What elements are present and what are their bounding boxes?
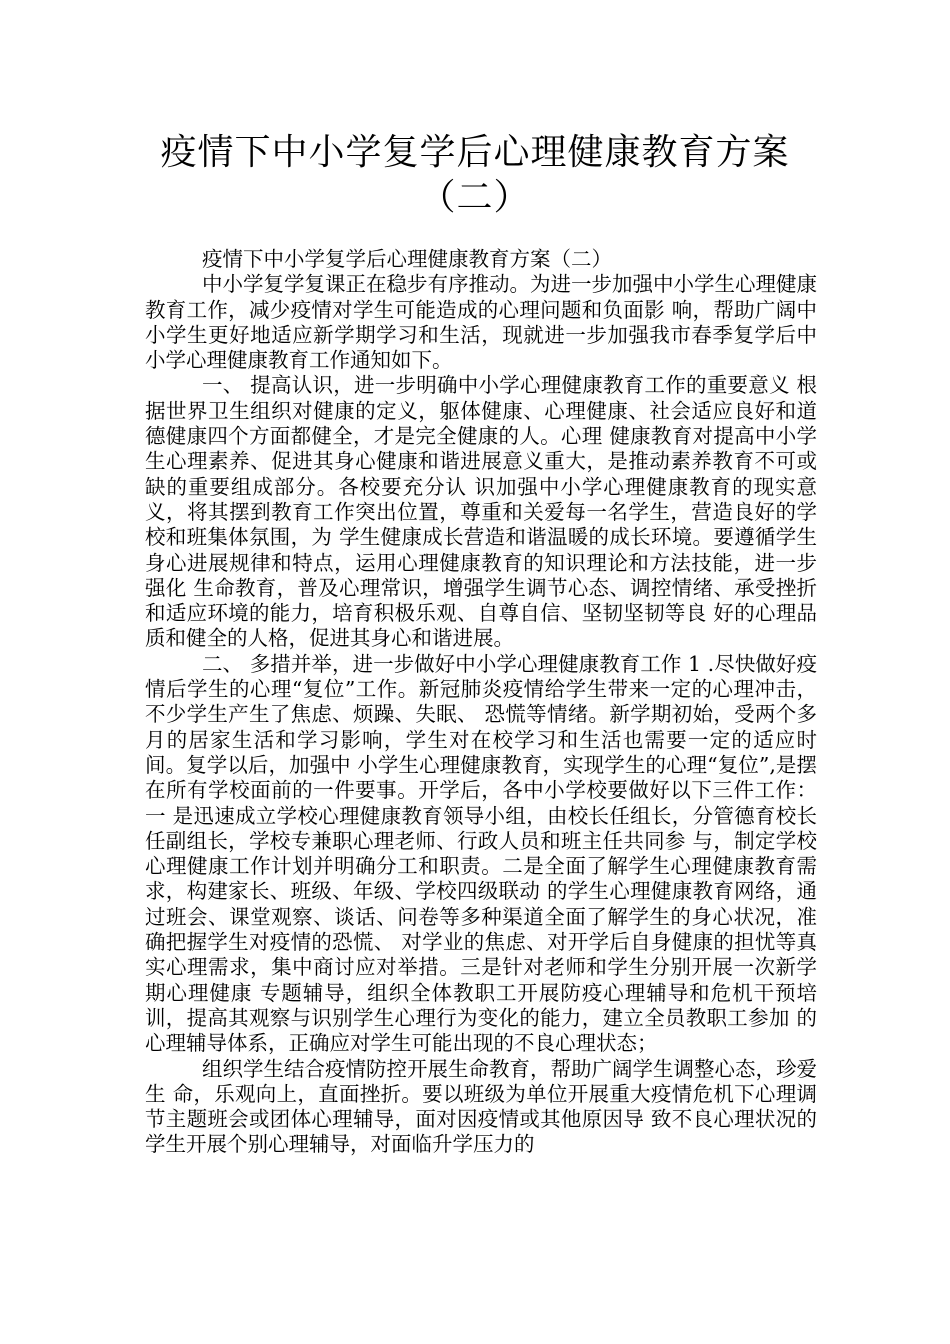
paragraph-section-2: 二、 多措并举，进一步做好中小学心理健康教育工作 1 .尽快做好疫情后学生的心理“复位”工作。新冠肺炎疫情给学生带来一定的心理冲击，不少学生产生了焦虑、烦躁、失眠、 恐慌等情绪。新学期初始，受两个多月的居家生活和学习影响，学生对在校学习和生活也需要一定的适应时间。复学以后，加强中 小学生心理健康教育，实现学生的心理“复位”,是摆在所有学校面前的一件要事。开学后，各中小学校要做好以下三件工作：一 是迅速成立学校心理健康教育领导小组，由校长任组长，分管德育校长任副组长，学校专兼职心理老师、行政人员和班主任共同参 与，制定学校心理健康工作计划并明确分工和职责。二是全面了解学生心理健康教育需求，构建家长、班级、年级、学校四级联动 的学生心理健康教育网络，通过班会、课堂观察、谈话、问卷等多种渠道全面了解学生的身心状况，准确把握学生对疫情的恐慌、 对学业的焦虑、对开学后自身健康的担忧等真实心理需求，集中商讨应对举措。三是针对老师和学生分别开展一次新学期心理健康 专题辅导，组织全体教职工开展防疫心理辅导和危机干预培训，提高其观察与识别学生心理行为变化的能力，建立全员教职工参加 的心理辅导体系，正确应对学生可能出现的不良心理状态；: [145, 651, 817, 1056]
document-body: [145, 247, 817, 1158]
paragraph-heading: 疫情下中小学复学后心理健康教育方案（二）: [202, 247, 612, 271]
paragraph-intro: 中小学复学复课正在稳步有序推动。为进一步加强中小学生心理健康教育工作，减少疫情对学生可能造成的心理问题和负面影 响，帮助广阔中小学生更好地适应新学期学习和生活，现就进一步加强我市春季复学后中小学心理健康教育工作通知如下。: [145, 272, 817, 373]
paragraph-life-education: 组织学生结合疫情防控开展生命教育，帮助广阔学生调整心态，珍爱生 命，乐观向上，直面挫折。要以班级为单位开展重大疫情危机下心理调节主题班会或团体心理辅导，面对因疫情或其他原因导 致不良心理状况的学生开展个别心理辅导，对面临升学压力的: [145, 1056, 817, 1157]
document-title: 疫情下中小学复学后心理健康教育方案: [160, 132, 790, 173]
document-subtitle: （二）: [419, 177, 531, 218]
paragraph-section-1: 一、 提高认识，进一步明确中小学心理健康教育工作的重要意义 根据世界卫生组织对健康的定义，躯体健康、心理健康、社会适应良好和道德健康四个方面都健全，才是完全健康的人。心理 健康教育对提高中小学生心理素养、促进其身心健康和谐进展意义重大，是推动素养教育不可或缺的重要组成部分。各校要充分认 识加强中小学心理健康教育的现实意义，将其摆到教育工作突出位置，尊重和关爱每一名学生，营造良好的学校和班集体氛围，为 学生健康成长营造和谐温暖的成长环境。要遵循学生身心进展规律和特点，运用心理健康教育的知识理论和方法技能，进一步强化 生命教育，普及心理常识，增强学生调节心态、调控情绪、承受挫折和适应环境的能力，培育积极乐观、自尊自信、坚韧坚韧等良 好的心理品质和健全的人格，促进其身心和谐进展。: [145, 373, 817, 651]
